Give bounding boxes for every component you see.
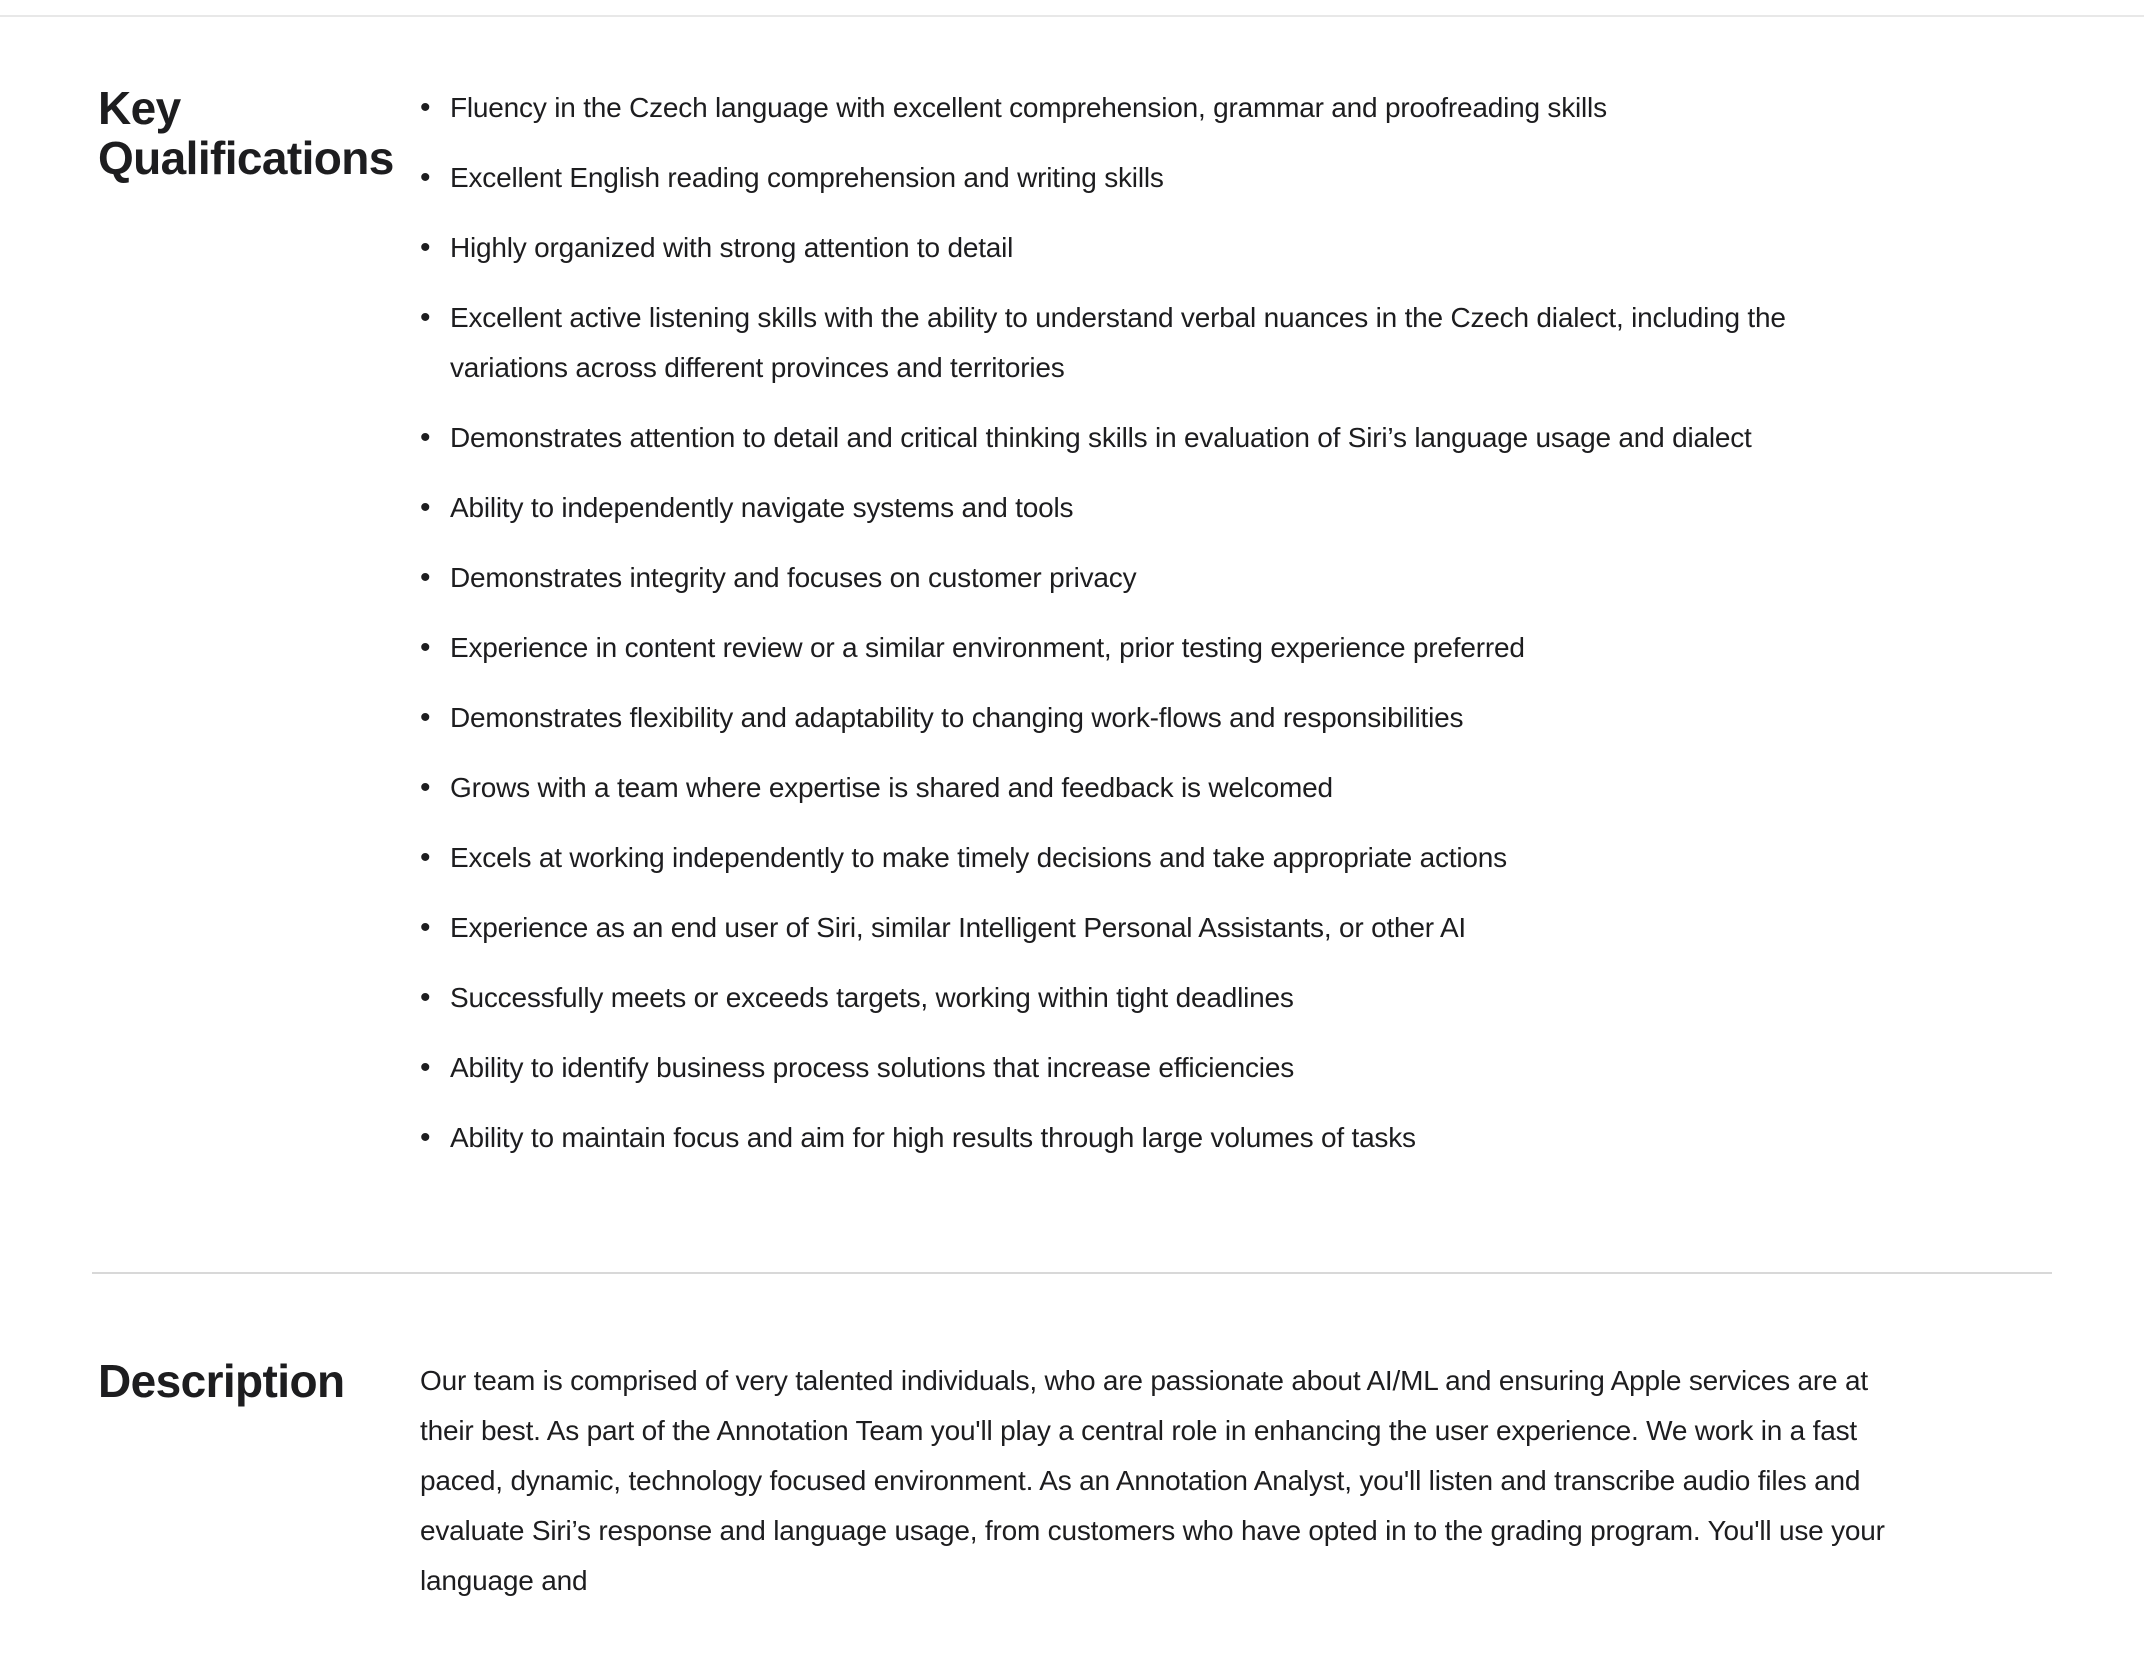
bullet-marker: • <box>420 631 431 664</box>
section-title-description: Description <box>98 1355 345 1407</box>
list-item-text: Ability to maintain focus and aim for high results through large volumes of tasks <box>450 1122 1416 1153</box>
bullet-marker: • <box>420 771 431 804</box>
list-item <box>420 623 1910 673</box>
bullet-marker: • <box>420 911 431 944</box>
list-item-text: Ability to identify business process solutions that increase efficiencies <box>450 1052 1294 1083</box>
list-item <box>420 553 1910 603</box>
list-item <box>420 293 1910 393</box>
bullet-marker: • <box>420 491 431 524</box>
bullet-marker: • <box>420 981 431 1014</box>
bullet-marker: • <box>420 91 431 124</box>
top-divider <box>0 15 2144 17</box>
list-item-text: Successfully meets or exceeds targets, working within tight deadlines <box>450 982 1294 1013</box>
list-item <box>420 693 1910 743</box>
key-qualifications-section <box>0 83 2144 1183</box>
list-item <box>420 483 1910 533</box>
list-item <box>420 973 1910 1023</box>
list-item-text: Demonstrates flexibility and adaptability to changing work-flows and responsibilities <box>450 702 1464 733</box>
list-item-text: Highly organized with strong attention to detail <box>450 232 1014 263</box>
list-item-text: Excels at working independently to make timely decisions and take appropriate actions <box>450 842 1507 873</box>
section-title-key-qualifications: Key Qualifications <box>98 82 394 184</box>
bullet-marker: • <box>420 421 431 454</box>
list-item <box>420 1043 1910 1093</box>
bullet-marker: • <box>420 1121 431 1154</box>
bullet-marker: • <box>420 301 431 334</box>
section-divider <box>92 1272 2052 1274</box>
key-qualifications-list <box>420 83 1910 1183</box>
list-item-text: Experience in content review or a similar environment, prior testing experience preferred <box>450 632 1525 663</box>
list-item-text: Demonstrates attention to detail and critical thinking skills in evaluation of Siri’s language usage and dialect <box>450 422 1752 453</box>
list-item-text: Ability to independently navigate systems and tools <box>450 492 1074 523</box>
list-item-text: Fluency in the Czech language with excellent comprehension, grammar and proofreading skills <box>450 92 1607 123</box>
list-item-text: Grows with a team where expertise is shared and feedback is welcomed <box>450 772 1333 803</box>
list-item <box>420 903 1910 953</box>
list-item <box>420 223 1910 273</box>
list-item-text: Experience as an end user of Siri, similar Intelligent Personal Assistants, or other AI <box>450 912 1467 943</box>
list-item-text: Excellent active listening skills with the ability to understand verbal nuances in the Czech dialect, including the variations across different provinces and territories <box>450 302 1786 383</box>
bullet-marker: • <box>420 231 431 264</box>
description-paragraph: Our team is comprised of very talented individuals, who are passionate about AI/ML and ensuring Apple services are at their best. As part of the Annotation Team you'll play a central role in enhancing the user experience. We work in a fast paced, dynamic, technology focused environment. As an Annotation Analyst, you'll listen and transcribe audio files and evaluate Siri’s response and language usage, from customers who have opted in to the grading program. You'll use your language and <box>420 1365 1885 1596</box>
list-item <box>420 153 1910 203</box>
list-item <box>420 413 1910 463</box>
bullet-marker: • <box>420 701 431 734</box>
list-item-text: Excellent English reading comprehension and writing skills <box>450 162 1164 193</box>
description-section <box>0 1356 2144 1606</box>
list-item-text: Demonstrates integrity and focuses on customer privacy <box>450 562 1137 593</box>
bullet-marker: • <box>420 561 431 594</box>
list-item <box>420 83 1910 133</box>
list-item <box>420 763 1910 813</box>
list-item <box>420 833 1910 883</box>
list-item <box>420 1113 1910 1163</box>
bullet-marker: • <box>420 161 431 194</box>
bullet-marker: • <box>420 841 431 874</box>
bullet-marker: • <box>420 1051 431 1084</box>
